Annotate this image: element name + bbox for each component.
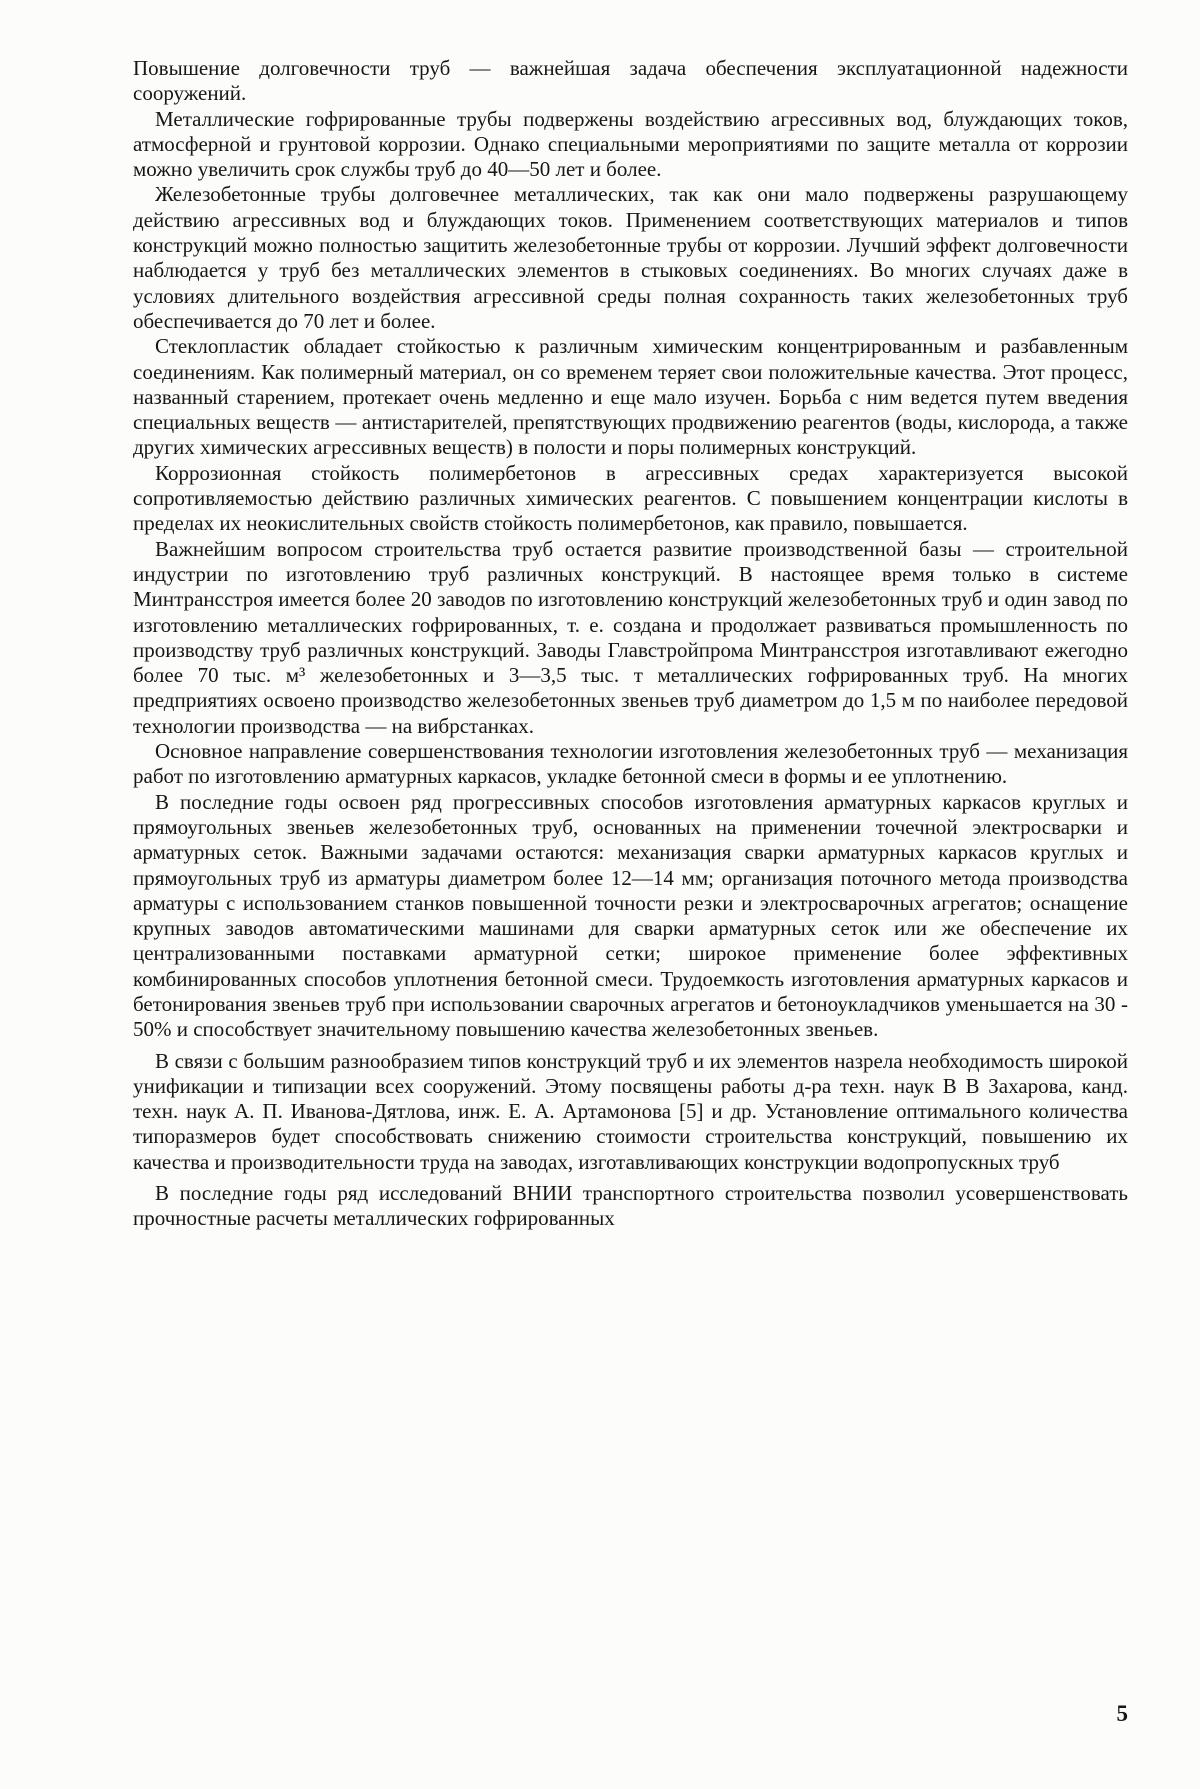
paragraph-durability-task: Повышение долговечности труб — важнейшая задача обеспечения эксплуатационной надежности сооружений. bbox=[133, 56, 1128, 106]
paragraph-metal-pipes: Металлические гофрированные трубы подвержены воздействию агрессивных вод, блуждающих токов, атмосферной и грунтовой коррозии. Однако специальными мероприятиями по защите металла от коррозии можно увеличить срок службы труб до 40—50 лет и более. bbox=[133, 106, 1128, 182]
paragraph-production-base: Важнейшим вопросом строительства труб остается развитие производственной базы — строительной индустрии по изготовлению труб различных конструкций. В настоящее время только в системе Минтрансстроя имеется более 20 заводов по изготовлению конструкций железобетонных труб и один завод по изготовлению металлических гофрированных, т. е. создана и продолжает развиваться промышленность по производству труб различных конструкций. Заводы Главстройпрома Минтрансстроя изготавливают ежегодно более 70 тыс. м³ железобетонных и 3—3,5 тыс. т металлических гофрированных труб. На многих предприятиях освоено производство железобетонных звеньев труб диаметром до 1,5 м по наиболее передовой технологии производства — на вибрстанках. bbox=[133, 536, 1128, 738]
paragraph-reinforcement-cages: В последние годы освоен ряд прогрессивных способов изготовления арматурных каркасов круглых и прямоугольных звеньев железобетонных труб, основанных на применении точечной электросварки и арматурных сеток. Важными задачами остаются: механизация сварки арматурных каркасов круглых и прямоугольных труб из арматуры диаметром более 12—14 мм; организация поточного метода производства арматуры с использованием станков повышенной точности резки и электросварочных агрегатов; оснащение крупных заводов автоматическими машинами для сварки арматурных сеток или же обеспечение их централизованными поставками арматурной сетки; широкое применение более эффективных комбинированных способов уплотнения бетонной смеси. Трудоемкость изготовления арматурных каркасов и бетонирования звеньев труб при использовании сварочных агрегатов и бетоноукладчиков уменьшается на 30 - 50% и способствует значительному повышению качества железобетонных звеньев. bbox=[133, 789, 1128, 1042]
paragraph-research: В последние годы ряд исследований ВНИИ транспортного строительства позволил усовершенствовать прочностные расчеты металлических гофрированных bbox=[133, 1181, 1128, 1231]
paragraph-polymer-concrete: Коррозионная стойкость полимербетонов в агрессивных средах характеризуется высокой сопротивляемостью действию различных химических реагентов. С повышением концентрации кислоты в пределах их неокислительных свойств стойкость полимербетонов, как правило, повышается. bbox=[133, 460, 1128, 536]
paragraph-unification: В связи с большим разнообразием типов конструкций труб и их элементов назрела необходимость широкой унификации и типизации всех сооружений. Этому посвящены работы д-ра техн. наук В В Захарова, канд. техн. наук А. П. Иванова-Дятлова, инж. Е. А. Артамонова [5] и др. Установление оптимального количества типоразмеров будет способствовать снижению стоимости строительства конструкций, повышению их качества и производительности труда на заводах, изготавливающих конструкции водопропускных труб bbox=[133, 1048, 1128, 1174]
page-number: 5 bbox=[1116, 1701, 1128, 1726]
page-body bbox=[133, 56, 1128, 1232]
paragraph-technology-direction: Основное направление совершенствования технологии изготовления железобетонных труб — механизация работ по изготовлению арматурных каркасов, укладке бетонной смеси в формы и ее уплотнению. bbox=[133, 739, 1128, 789]
paragraph-reinforced-concrete-pipes: Железобетонные трубы долговечнее металлических, так как они мало подвержены разрушающему действию агрессивных вод и блуждающих токов. Применением соответствующих материалов и типов конструкций можно полностью защитить железобетонные трубы от коррозии. Лучший эффект долговечности наблюдается у труб без металлических элементов в стыковых соединениях. Во многих случаях даже в условиях длительного воздействия агрессивной среды полная сохранность таких железобетонных труб обеспечивается до 70 лет и более. bbox=[133, 182, 1128, 333]
paragraph-fiberglass: Стеклопластик обладает стойкостью к различным химическим концентрированным и разбавленным соединениям. Как полимерный материал, он со временем теряет свои положительные качества. Этот процесс, названный старением, протекает очень медленно и еще мало изучен. Борьба с ним ведется путем введения специальных веществ — антистарителей, препятствующих продвижению реагентов (воды, кислорода, а также других химических агрессивных веществ) в полости и поры полимерных конструкций. bbox=[133, 334, 1128, 460]
